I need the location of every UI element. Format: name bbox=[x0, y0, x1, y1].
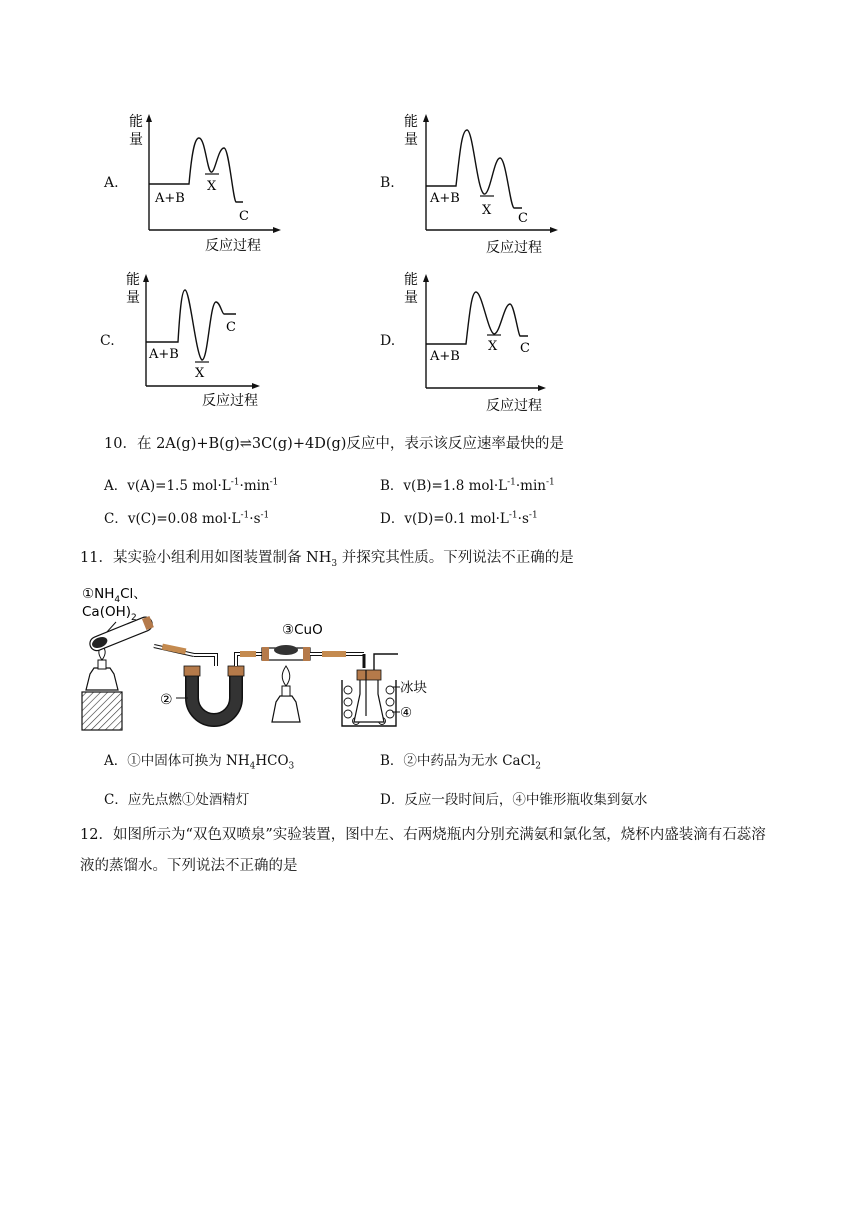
q10-option-a[interactable]: A．v(A)=1.5 $mol\cdot L^{-1}\cdot\min^{-1}$ bbox=[104, 477, 279, 494]
q11-option-d[interactable]: D．反应一段时间后，④中锥形瓶收集到氨水 bbox=[380, 792, 648, 808]
label-cuo: ③CuO bbox=[282, 622, 323, 638]
x-axis-label: 反应过程 bbox=[205, 238, 261, 254]
svg-text:X: X bbox=[195, 366, 205, 381]
svg-text:C: C bbox=[518, 211, 528, 226]
option-d-letter: D. bbox=[380, 333, 396, 349]
option-a-letter: A. bbox=[104, 175, 119, 191]
label-reagents-line2: $Ca(OH)_2$ bbox=[82, 604, 137, 623]
question-10: 10．在 2A(g)+B(g)⇌3C(g)+4D(g)反应中，表示该反应速率最快的是 bbox=[104, 436, 564, 452]
svg-text:能: 能 bbox=[404, 114, 418, 130]
label-ice: 冰块 bbox=[400, 680, 427, 696]
label-reagents-line1: $①NH_4Cl$、 bbox=[82, 586, 147, 605]
svg-text:C: C bbox=[226, 320, 236, 335]
svg-text:量: 量 bbox=[404, 290, 418, 306]
q11-option-b[interactable]: B．②中药品为无水 CaCl$_2$ bbox=[380, 753, 541, 772]
q10-option-b[interactable]: B．v(B)=1.8 $mol\cdot L^{-1}\cdot\min^{-1}$ bbox=[380, 477, 555, 494]
q11-option-c[interactable]: C．应先点燃①处酒精灯 bbox=[104, 792, 250, 808]
svg-text:X: X bbox=[482, 203, 492, 218]
reactant-label: A+B bbox=[155, 191, 185, 206]
svg-text:A+B: A+B bbox=[149, 347, 179, 362]
y-axis-label-bottom: 量 bbox=[129, 132, 143, 148]
product-label: C bbox=[239, 209, 249, 224]
svg-text:反应过程: 反应过程 bbox=[202, 393, 258, 409]
question-12-line2: 液的蒸馏水。下列说法不正确的是 bbox=[80, 858, 298, 874]
svg-text:能: 能 bbox=[126, 272, 140, 288]
q10-option-d[interactable]: D．v(D)=0.1 $mol\cdot L^{-1}\cdot s^{-1}$ bbox=[380, 510, 538, 527]
svg-text:A+B: A+B bbox=[430, 349, 460, 364]
svg-text:反应过程: 反应过程 bbox=[486, 398, 542, 414]
label-u-tube: ② bbox=[160, 692, 173, 708]
svg-text:A+B: A+B bbox=[430, 191, 460, 206]
energy-diagram-b bbox=[400, 110, 565, 262]
svg-text:能: 能 bbox=[404, 272, 418, 288]
reaction-equation: 2A(g)+B(g)⇌3C(g)+4D(g) bbox=[156, 436, 347, 452]
q11-option-a[interactable]: A．①中固体可换为 $NH_4HCO_3$ bbox=[104, 753, 295, 772]
option-c-letter: C. bbox=[100, 333, 115, 349]
q10-option-c[interactable]: C．v(C)=0.08 $mol\cdot L^{-1}\cdot s^{-1}$ bbox=[104, 510, 270, 527]
question-11: 11．某实验小组利用如图装置制备 $NH_3$ 并探究其性质。下列说法不正确的是 bbox=[80, 550, 574, 569]
svg-text:量: 量 bbox=[126, 290, 140, 306]
energy-diagram-a bbox=[125, 110, 285, 259]
energy-diagram-c bbox=[122, 268, 282, 417]
ammonia-apparatus-figure bbox=[76, 582, 427, 744]
option-b-letter: B. bbox=[380, 175, 395, 191]
svg-text:反应过程: 反应过程 bbox=[486, 240, 542, 256]
label-flask: ④ bbox=[400, 705, 413, 721]
svg-text:量: 量 bbox=[404, 132, 418, 148]
svg-text:C: C bbox=[520, 341, 530, 356]
question-12: 12．如图所示为“双色双喷泉”实验装置，图中左、右两烧瓶内分别充满氨和氯化氢，烧杯内盛装滴有石蕊溶 bbox=[80, 827, 766, 843]
svg-text:X: X bbox=[488, 339, 498, 354]
y-axis-label-top: 能 bbox=[129, 114, 143, 130]
intermediate-label: X bbox=[207, 179, 217, 194]
energy-diagram-d bbox=[400, 268, 565, 420]
